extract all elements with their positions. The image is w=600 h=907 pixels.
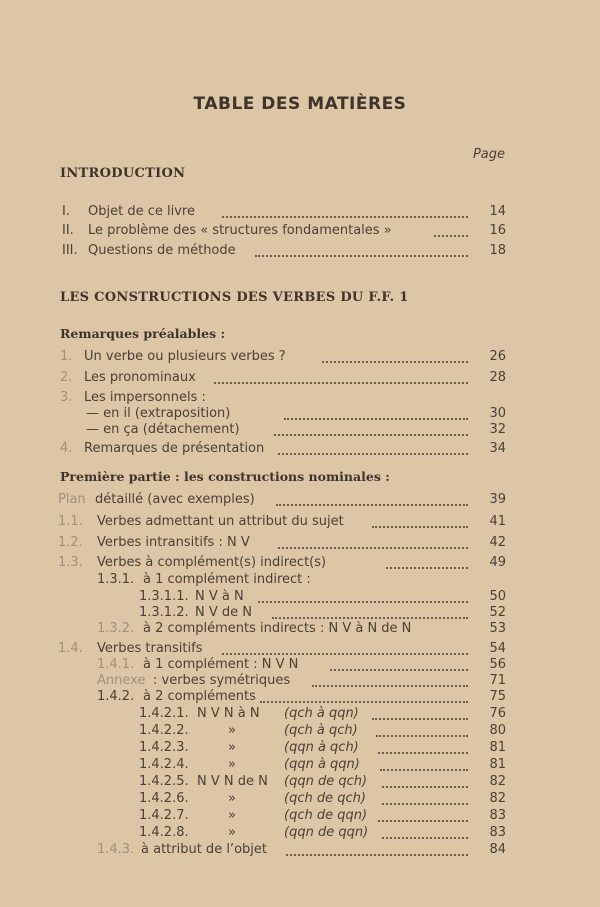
entry-number: 1.4.	[58, 641, 83, 656]
entry-page: 54	[489, 641, 506, 656]
entry-page: 39	[489, 492, 506, 507]
entry-detail: (qch à qch)	[284, 723, 358, 738]
entry-number: 1.4.2.8.	[139, 825, 189, 840]
entry-page: 52	[489, 605, 506, 620]
entry-text: à 1 complément indirect :	[143, 572, 311, 587]
toc-entry[interactable]	[0, 756, 600, 773]
toc-entry[interactable]	[0, 790, 600, 807]
dot-leader	[274, 417, 468, 436]
toc-entry[interactable]	[0, 604, 600, 621]
entry-text: N V de N	[195, 605, 252, 620]
dot-leader	[255, 238, 468, 257]
entry-page: 53	[489, 621, 506, 636]
dot-leader	[278, 436, 468, 455]
entry-text: N V N de N	[197, 774, 268, 789]
entry-number: 1.4.2.	[97, 689, 135, 704]
entry-page: 26	[489, 349, 506, 364]
dot-leader	[286, 837, 468, 856]
entry-text: Un verbe ou plusieurs verbes ?	[84, 349, 286, 364]
toc-entry[interactable]	[0, 620, 600, 637]
entry-number: 1.3.	[58, 555, 83, 570]
entry-text: — en il (extraposition)	[86, 406, 231, 421]
entry-text: — en ça (détachement)	[86, 422, 240, 437]
entry-text: Verbes admettant un attribut du sujet	[97, 514, 344, 529]
entry-page: 49	[489, 555, 506, 570]
entry-number: 1.4.2.5.	[139, 774, 189, 789]
constructions-heading: LES CONSTRUCTIONS DES VERBES DU F.F. 1	[60, 290, 409, 305]
entry-detail: (qqn de qqn)	[284, 825, 369, 840]
toc-entry[interactable]	[0, 554, 600, 571]
entry-page: 30	[489, 406, 506, 421]
entry-text: à 2 compléments	[143, 689, 256, 704]
entry-page: 76	[489, 706, 506, 721]
entry-detail: (qch à qqn)	[284, 706, 359, 721]
entry-number: 1.4.3.	[97, 842, 135, 857]
entry-text: : verbes symétriques	[153, 673, 291, 688]
toc-entry[interactable]	[0, 705, 600, 722]
entry-text: à 1 complément : N V N	[143, 657, 299, 672]
entry-detail: (qch de qch)	[284, 791, 366, 806]
entry-number: 1.3.1.	[97, 572, 135, 587]
dot-leader	[278, 530, 468, 549]
entry-page: 34	[489, 441, 506, 456]
dot-leader	[322, 344, 468, 363]
toc-entry[interactable]	[0, 739, 600, 756]
entry-detail: (qqn à qch)	[284, 740, 359, 755]
entry-number: 2.	[60, 370, 73, 385]
entry-page: 83	[489, 825, 506, 840]
entry-number: 4.	[60, 441, 73, 456]
entry-number: Plan	[58, 492, 86, 507]
toc-entry[interactable]	[0, 491, 600, 508]
entry-detail: (qqn de qch)	[284, 774, 368, 789]
dot-leader	[434, 218, 468, 237]
entry-page: 81	[489, 757, 506, 772]
entry-page: 32	[489, 422, 506, 437]
entry-page: 16	[489, 223, 506, 238]
entry-text: Verbes intransitifs : N V	[97, 535, 250, 550]
entry-number: 3.	[60, 390, 73, 405]
entry-page: 81	[489, 740, 506, 755]
entry-text: N V N à N	[197, 706, 260, 721]
page-title: TABLE DES MATIÈRES	[193, 94, 407, 114]
entry-page: 28	[489, 370, 506, 385]
entry-page: 18	[489, 243, 506, 258]
entry-text: Verbes à complément(s) indirect(s)	[97, 555, 327, 570]
entry-number: 1.4.2.7.	[139, 808, 189, 823]
entry-number: 1.4.1.	[97, 657, 135, 672]
entry-page: 83	[489, 808, 506, 823]
toc-entry[interactable]	[0, 242, 600, 259]
toc-entry[interactable]	[0, 722, 600, 739]
entry-number: 1.4.2.2.	[139, 723, 189, 738]
entry-text: Les pronominaux	[84, 370, 196, 385]
toc-entry[interactable]	[0, 841, 600, 858]
toc-entry[interactable]	[0, 656, 600, 673]
entry-page: 41	[489, 514, 506, 529]
toc-entry[interactable]	[0, 369, 600, 386]
toc-entry[interactable]	[0, 440, 600, 457]
entry-text: Remarques de présentation	[84, 441, 265, 456]
entry-number: 1.	[60, 349, 73, 364]
entry-text: »	[228, 791, 236, 806]
entry-number: 1.4.2.1.	[139, 706, 189, 721]
entry-detail: (qch de qqn)	[284, 808, 368, 823]
dot-leader	[276, 487, 468, 506]
entry-number: 1.4.2.3.	[139, 740, 189, 755]
entry-text: Le problème des « structures fondamentales »	[88, 223, 392, 238]
remarques-heading: Remarques préalables :	[60, 326, 226, 341]
entry-text: Objet de ce livre	[88, 204, 195, 219]
entry-page: 75	[489, 689, 506, 704]
dot-leader	[272, 600, 468, 619]
entry-page: 71	[489, 673, 506, 688]
entry-page: 56	[489, 657, 506, 672]
entry-text: détaillé (avec exemples)	[95, 492, 255, 507]
entry-text: »	[228, 808, 236, 823]
dot-leader	[386, 550, 468, 569]
entry-number: 1.3.1.1.	[139, 589, 189, 604]
entry-number: 1.2.	[58, 535, 83, 550]
entry-text: »	[228, 757, 236, 772]
partie1-heading: Première partie : les constructions nominales :	[60, 469, 390, 484]
entry-text: à attribut de l’objet	[141, 842, 267, 857]
entry-number: 1.3.2.	[97, 621, 135, 636]
entry-number: I.	[62, 204, 70, 219]
entry-text: Verbes transitifs	[97, 641, 203, 656]
entry-number: 1.3.1.2.	[139, 605, 189, 620]
toc-entry[interactable]	[0, 348, 600, 365]
entry-detail: (qqn à qqn)	[284, 757, 360, 772]
toc-entry[interactable]	[0, 640, 600, 657]
dot-leader	[214, 365, 468, 384]
entry-page: 84	[489, 842, 506, 857]
toc-entry[interactable]	[0, 773, 600, 790]
entry-page: 82	[489, 791, 506, 806]
entry-page: 50	[489, 589, 506, 604]
toc-entry[interactable]	[0, 688, 600, 705]
entry-text: »	[228, 723, 236, 738]
toc-entry[interactable]	[0, 203, 600, 220]
entry-text: à 2 compléments indirects : N V à N de N	[143, 621, 412, 636]
entry-page: 14	[489, 204, 506, 219]
toc-entry[interactable]	[0, 222, 600, 239]
entry-number: 1.1.	[58, 514, 83, 529]
toc-entry[interactable]	[0, 534, 600, 551]
toc-entry[interactable]	[0, 513, 600, 530]
entry-page: 42	[489, 535, 506, 550]
entry-text: N V à N	[195, 589, 244, 604]
dot-leader	[372, 509, 468, 528]
entry-page: 82	[489, 774, 506, 789]
intro-heading: INTRODUCTION	[60, 166, 186, 181]
entry-page: 80	[489, 723, 506, 738]
entry-number: 1.4.2.6.	[139, 791, 189, 806]
entry-text: Les impersonnels :	[84, 390, 206, 405]
entry-text: Questions de méthode	[88, 243, 236, 258]
entry-text: »	[228, 740, 236, 755]
entry-number: 1.4.2.4.	[139, 757, 189, 772]
dot-leader	[222, 199, 468, 218]
entry-number: II.	[62, 223, 74, 238]
entry-number: III.	[62, 243, 78, 258]
toc-entry[interactable]	[0, 807, 600, 824]
entry-text: »	[228, 825, 236, 840]
entry-number: Annexe	[97, 673, 146, 688]
page-column-label: Page	[472, 147, 505, 162]
